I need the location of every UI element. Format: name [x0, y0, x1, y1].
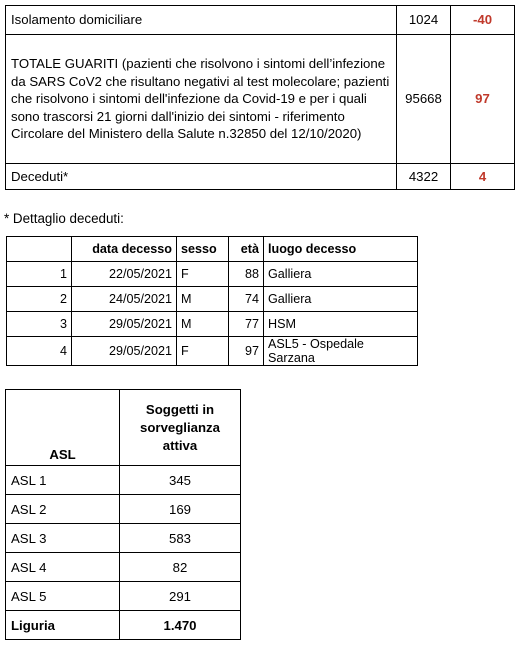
death-age: 88 [229, 262, 264, 287]
deaths-header-index [7, 237, 72, 262]
asl-header-asl: ASL [6, 390, 120, 466]
table-row [7, 312, 418, 337]
death-age: 74 [229, 287, 264, 312]
summary-value: 1024 [397, 6, 451, 35]
deaths-table [6, 236, 418, 366]
death-date: 22/05/2021 [72, 262, 177, 287]
death-place: ASL5 - Ospedale Sarzana [264, 337, 418, 366]
asl-table [5, 389, 241, 640]
table-row [6, 524, 241, 553]
deaths-note: * Dettaglio deceduti: [4, 211, 124, 226]
deaths-header-age: età [229, 237, 264, 262]
death-index: 2 [7, 287, 72, 312]
table-row [6, 495, 241, 524]
table-row [6, 553, 241, 582]
asl-value: 82 [120, 553, 241, 582]
summary-value: 95668 [397, 35, 451, 164]
death-place: HSM [264, 312, 418, 337]
summary-value: 4322 [397, 164, 451, 190]
table-row [6, 466, 241, 495]
death-place: Galliera [264, 262, 418, 287]
death-sex: F [177, 262, 229, 287]
summary-label: Isolamento domiciliare [6, 6, 397, 35]
asl-name: ASL 4 [6, 553, 120, 582]
asl-value: 583 [120, 524, 241, 553]
death-index: 1 [7, 262, 72, 287]
death-date: 29/05/2021 [72, 312, 177, 337]
asl-total-name: Liguria [6, 611, 120, 640]
asl-value: 169 [120, 495, 241, 524]
death-age: 97 [229, 337, 264, 366]
death-date: 24/05/2021 [72, 287, 177, 312]
deaths-header-place: luogo decesso [264, 237, 418, 262]
summary-delta: 97 [451, 35, 515, 164]
deaths-header-date: data decesso [72, 237, 177, 262]
death-sex: F [177, 337, 229, 366]
asl-value: 345 [120, 466, 241, 495]
table-row [7, 287, 418, 312]
death-index: 4 [7, 337, 72, 366]
asl-name: ASL 1 [6, 466, 120, 495]
deaths-header-row [7, 237, 418, 262]
deaths-header-sex: sesso [177, 237, 229, 262]
summary-row-deceduti [6, 164, 515, 190]
table-row [7, 262, 418, 287]
death-sex: M [177, 287, 229, 312]
summary-label: TOTALE GUARITI (pazienti che risolvono i sintomi dell’infezione da SARS CoV2 che risultano negativi al test molecolare; pazienti che risolvono i sintomi dell'infezione da Covid-19 e per i quali sono trascorsi 21 giorni dall'inizio dei sintomi - riferimento Circolare del Ministero della Salute n.32850 del 12/10/2020) [6, 35, 397, 164]
summary-delta: 4 [451, 164, 515, 190]
asl-header-value: Soggetti in sorveglianza attiva [120, 390, 241, 466]
death-date: 29/05/2021 [72, 337, 177, 366]
asl-name: ASL 3 [6, 524, 120, 553]
asl-header-row [6, 390, 241, 466]
asl-total-value: 1.470 [120, 611, 241, 640]
summary-row-guariti [6, 35, 515, 164]
death-age: 77 [229, 312, 264, 337]
summary-label: Deceduti* [6, 164, 397, 190]
summary-row-isolamento [6, 6, 515, 35]
table-row [6, 582, 241, 611]
asl-total-row [6, 611, 241, 640]
asl-value: 291 [120, 582, 241, 611]
asl-name: ASL 5 [6, 582, 120, 611]
death-sex: M [177, 312, 229, 337]
death-index: 3 [7, 312, 72, 337]
death-place: Galliera [264, 287, 418, 312]
asl-name: ASL 2 [6, 495, 120, 524]
table-row [7, 337, 418, 366]
summary-delta: -40 [451, 6, 515, 35]
summary-table [5, 5, 515, 190]
